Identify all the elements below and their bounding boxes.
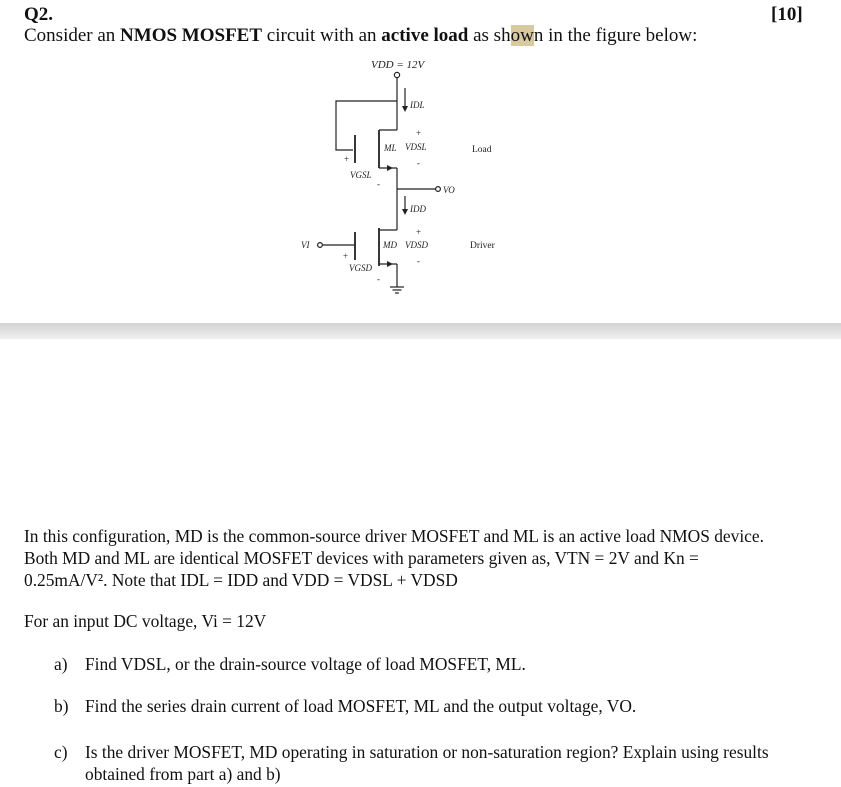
description-paragraph [24,525,806,591]
vgsl-minus: - [377,179,380,189]
vdsl-plus: + [416,128,422,138]
vi-label: VI [301,240,310,250]
part-c-label: c) [54,742,68,762]
vgsl-plus: + [344,154,350,164]
vgsd-label: VGSD [349,263,372,273]
intro-bold-nmos: NMOS MOSFET [120,25,263,46]
vo-terminal [436,187,441,192]
question-number: Q2. [24,4,54,25]
vdsd-minus: - [417,256,420,266]
intro-bold-active-load: active load [381,25,469,46]
vdd-label: VDD = 12V [371,59,425,71]
circuit-diagram [0,0,841,320]
part-c-text-2: obtained from part a) and b) [85,764,281,784]
idl-label: IDL [410,100,425,110]
load-label: Load [472,145,492,155]
vgsd-plus: + [343,251,349,261]
intro-text-3: as sh [468,25,511,46]
section-divider [0,323,841,339]
idd-arrowhead [402,209,408,215]
idl-arrowhead [402,106,408,112]
md-arrow [387,261,393,267]
vi-terminal [318,243,323,248]
intro-text-4: n in the figure below: [533,25,698,46]
part-c [54,741,769,785]
vdsl-minus: - [417,158,420,168]
vgsd-minus: - [377,274,380,284]
question-marks: [10] [771,4,803,25]
intro-text-1: Consider an [24,25,121,46]
ground-icon [390,287,404,293]
md-label: MD [383,240,397,250]
para-line-1: In this configuration, MD is the common-source driver MOSFET and ML is an active load NMOS device. [24,526,764,546]
part-c-text: Is the driver MOSFET, MD operating in saturation or non-saturation region? Explain using results [85,742,769,762]
vo-label: VO [443,185,455,195]
idd-label: IDD [410,204,426,214]
part-a-text: Find VDSL, or the drain-source voltage of load MOSFET, ML. [85,654,526,674]
vgsl-label: VGSL [350,170,372,180]
part-b [54,696,636,717]
driver-label: Driver [470,241,495,251]
intro-text-2: circuit with an [262,25,382,46]
para-line-3: 0.25mA/V². Note that IDL = IDD and VDD = VDSL + VDSD [24,570,458,590]
ml-label: ML [384,143,397,153]
intro-highlight: ow [510,25,534,46]
vdsl-label: VDSL [405,142,427,152]
part-b-text: Find the series drain current of load MOSFET, ML and the output voltage, VO. [85,696,637,716]
vdsd-label: VDSD [405,240,428,250]
input-voltage-line: For an input DC voltage, Vi = 12V [24,611,267,631]
part-a-label: a) [54,654,68,674]
ml-arrow [387,165,393,171]
vdsd-plus: + [416,227,422,237]
vdd-terminal [394,72,399,77]
part-a [54,654,526,675]
part-b-label: b) [54,696,69,716]
para-line-2: Both MD and ML are identical MOSFET devices with parameters given as, VTN = 2V and Kn = [24,548,699,568]
